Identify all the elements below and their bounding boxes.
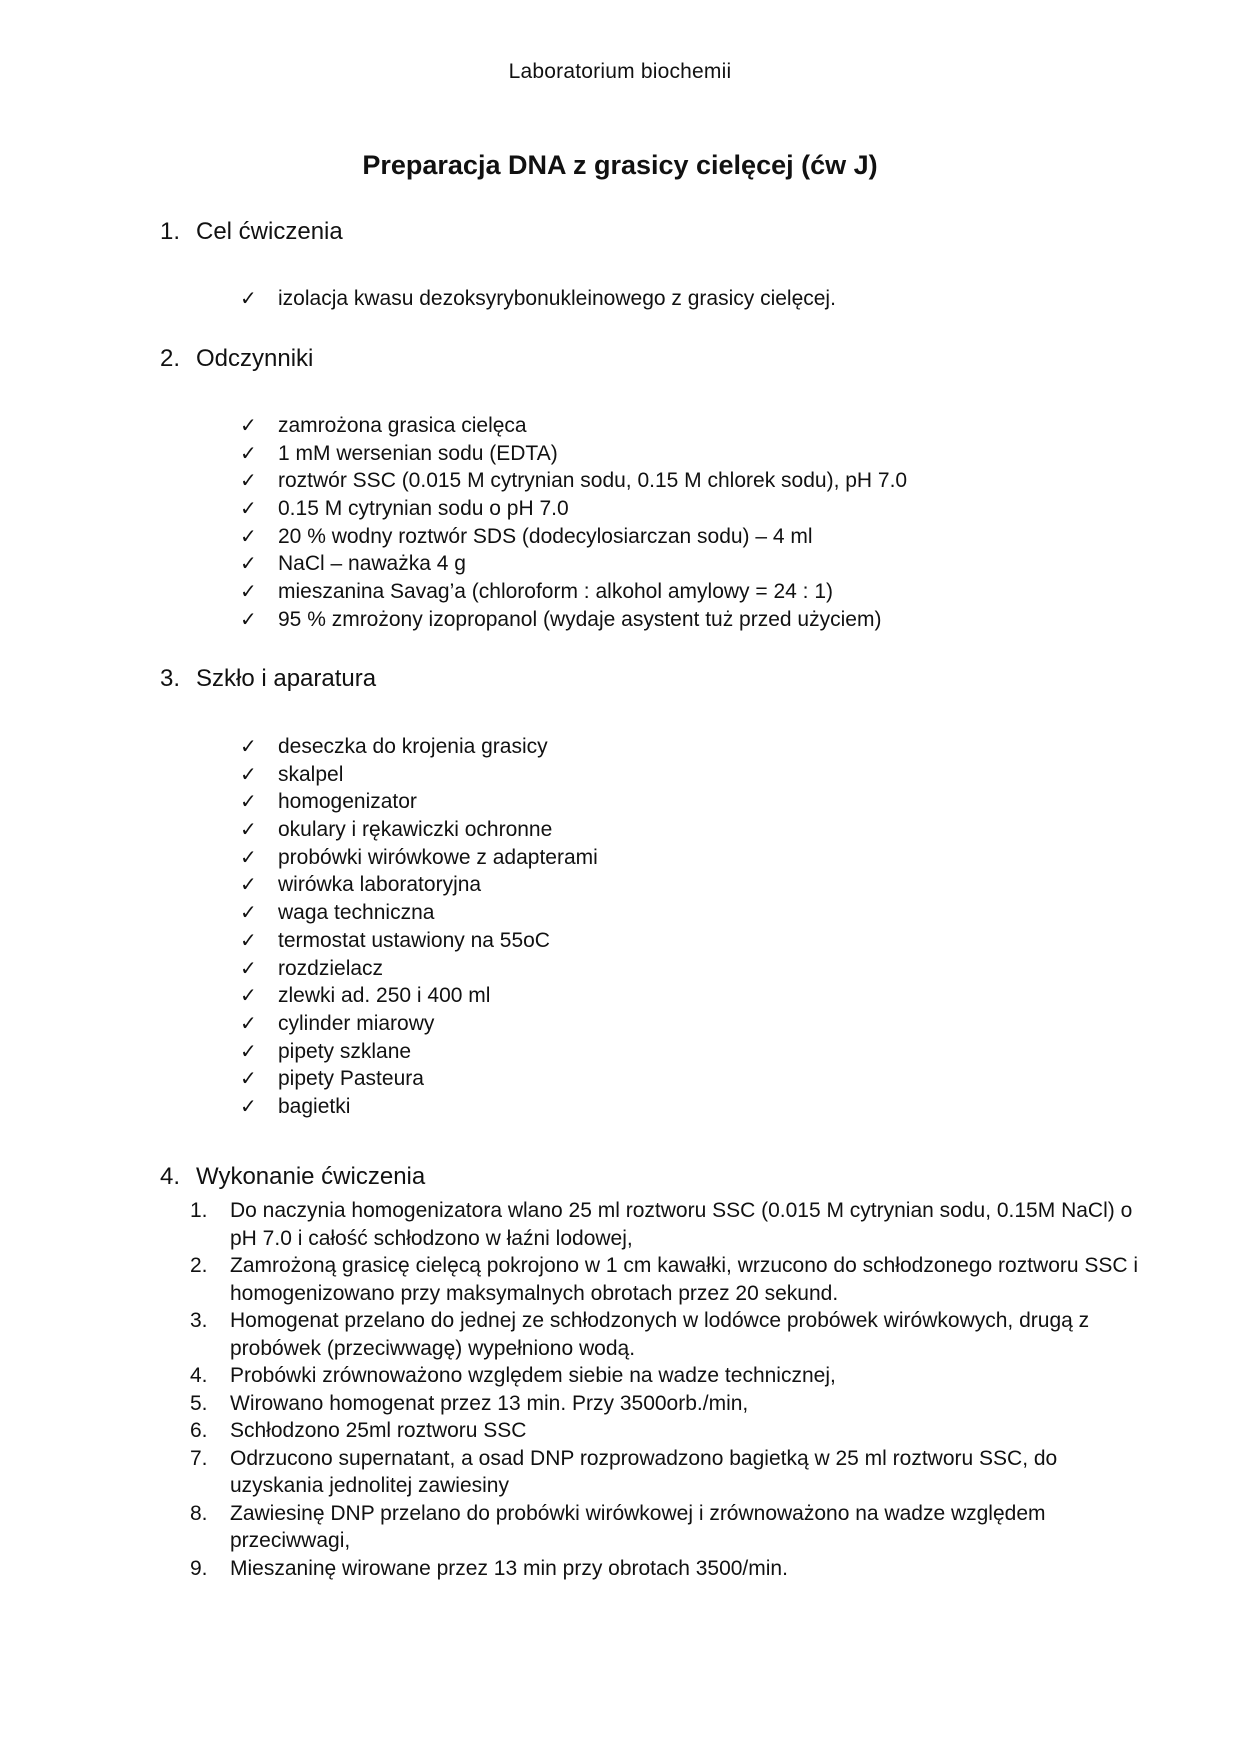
check-mark-icon: ✓ xyxy=(240,844,257,869)
check-mark-icon: ✓ xyxy=(240,413,257,437)
list-item: ✓ waga techniczna xyxy=(240,899,598,927)
check-mark-icon: ✓ xyxy=(240,523,257,548)
section-number: 2. xyxy=(160,345,181,372)
check-mark-icon: ✓ xyxy=(240,1066,257,1091)
procedure-step: 1. Do naczynia homogenizatora wlano 25 ml roztworu SSC (0.015 M cytrynian sodu, 0.15M NaCl) o pH 7.0 i całość schłodzono w łaźni lodowej, xyxy=(190,1199,1133,1250)
page-title: Preparacja DNA z grasicy cielęcej (ćw J) xyxy=(362,150,878,180)
check-mark-icon: ✓ xyxy=(240,579,257,604)
procedure-step: 8. Zawiesinę DNP przelano do probówki wirówkowej i zrównoważono na wadze względem przeciwwagi, xyxy=(190,1501,1046,1552)
list-item: ✓ skalpel xyxy=(240,761,598,789)
check-mark-icon: ✓ xyxy=(240,983,257,1008)
list-item: ✓ pipety Pasteura xyxy=(240,1065,598,1093)
check-mark-icon: ✓ xyxy=(240,1038,257,1063)
check-mark-icon: ✓ xyxy=(240,286,257,310)
procedure-step: 5. Wirowano homogenat przez 13 min. Przy 3500orb./min, xyxy=(190,1391,749,1415)
procedure-step: 6. Schłodzono 25ml roztworu SSC xyxy=(190,1419,527,1442)
list-item: ✓ deseczka do krojenia grasicy xyxy=(240,733,598,761)
list-item: ✓ mieszanina Savag’a (chloroform : alkohol amylowy = 24 : 1) xyxy=(240,578,907,606)
section-heading-procedure xyxy=(160,1163,425,1191)
section-title: Cel ćwiczenia xyxy=(196,218,343,245)
procedure-step: 2. Zamrożoną grasicę cielęcą pokrojono w 1 cm kawałki, wrzucono do schłodzonego roztworu SSC i homogenizowano przy maksymalnych obrotach przez 20 sekund. xyxy=(190,1254,1139,1305)
list-item: ✓ zlewki ad. 250 i 400 ml xyxy=(240,982,598,1010)
list-item: ✓ 20 % wodny roztwór SDS (dodecylosiarczan sodu) – 4 ml xyxy=(240,523,907,551)
section-title: Szkło i aparatura xyxy=(196,665,377,692)
check-mark-icon: ✓ xyxy=(240,1093,257,1118)
list-item: ✓ termostat ustawiony na 55oC xyxy=(240,927,598,955)
list-item: ✓ roztwór SSC (0.015 M cytrynian sodu, 0.15 M chlorek sodu), pH 7.0 xyxy=(240,467,907,495)
reagents-list xyxy=(240,412,907,634)
section-title: Wykonanie ćwiczenia xyxy=(196,1163,426,1190)
procedure-step: 7. Odrzucono supernatant, a osad DNP rozprowadzono bagietką w 25 ml roztworu SSC, do uzyskania jednolitej zawiesiny xyxy=(190,1446,1058,1497)
list-item: ✓ 95 % zmrożony izopropanol (wydaje asystent tuż przed użyciem) xyxy=(240,606,907,634)
check-mark-icon: ✓ xyxy=(240,440,257,465)
list-item: ✓ pipety szklane xyxy=(240,1038,598,1066)
list-item: ✓ 0.15 M cytrynian sodu o pH 7.0 xyxy=(240,495,907,523)
check-mark-icon: ✓ xyxy=(240,761,257,786)
check-mark-icon: ✓ xyxy=(240,468,257,493)
procedure-step: 9. Mieszaninę wirowane przez 13 min przy obrotach 3500/min. xyxy=(190,1556,788,1580)
list-item: ✓ homogenizator xyxy=(240,788,598,816)
section-title: Odczynniki xyxy=(196,345,314,372)
list-item: ✓ 1 mM wersenian sodu (EDTA) xyxy=(240,440,907,468)
list-item: ✓ rozdzielacz xyxy=(240,955,598,983)
list-item: ✓ wirówka laboratoryjna xyxy=(240,871,598,899)
check-mark-icon: ✓ xyxy=(240,734,257,758)
section-number: 4. xyxy=(160,1163,181,1190)
list-item: ✓ cylinder miarowy xyxy=(240,1010,598,1038)
check-mark-icon: ✓ xyxy=(240,496,257,521)
check-mark-icon: ✓ xyxy=(240,955,257,980)
list-item: ✓ NaCl – naważka 4 g xyxy=(240,550,907,578)
list-item: ✓ zamrożona grasica cielęca xyxy=(240,412,907,440)
section-number: 1. xyxy=(160,218,181,245)
check-mark-icon: ✓ xyxy=(240,1010,257,1035)
check-mark-icon: ✓ xyxy=(240,606,257,631)
goal-list xyxy=(240,285,836,313)
page-header: Laboratorium biochemii xyxy=(508,60,732,83)
procedure-steps xyxy=(190,1197,1150,1582)
list-item: ✓ okulary i rękawiczki ochronne xyxy=(240,816,598,844)
check-mark-icon: ✓ xyxy=(240,817,257,842)
procedure-step: 4. Probówki zrównoważono względem siebie na wadze technicznej, xyxy=(190,1364,836,1387)
check-mark-icon: ✓ xyxy=(240,789,257,814)
check-mark-icon: ✓ xyxy=(240,900,257,925)
procedure-step: 3. Homogenat przelano do jednej ze schłodzonych w lodówce probówek wirówkowych, drugą z probówek (przeciwwagę) wypełniono wodą. xyxy=(190,1309,1090,1360)
section-number: 3. xyxy=(160,665,181,692)
check-mark-icon: ✓ xyxy=(240,927,257,952)
check-mark-icon: ✓ xyxy=(240,551,257,576)
list-item: ✓ izolacja kwasu dezoksyrybonukleinowego z grasicy cielęcej. xyxy=(240,285,836,313)
section-heading-reagents xyxy=(160,345,313,373)
check-mark-icon: ✓ xyxy=(240,872,257,897)
list-item: ✓ bagietki xyxy=(240,1093,598,1121)
equipment-list xyxy=(240,733,598,1121)
section-heading-equipment xyxy=(160,665,376,693)
list-item: ✓ probówki wirówkowe z adapterami xyxy=(240,844,598,872)
section-heading-goal xyxy=(160,218,343,246)
